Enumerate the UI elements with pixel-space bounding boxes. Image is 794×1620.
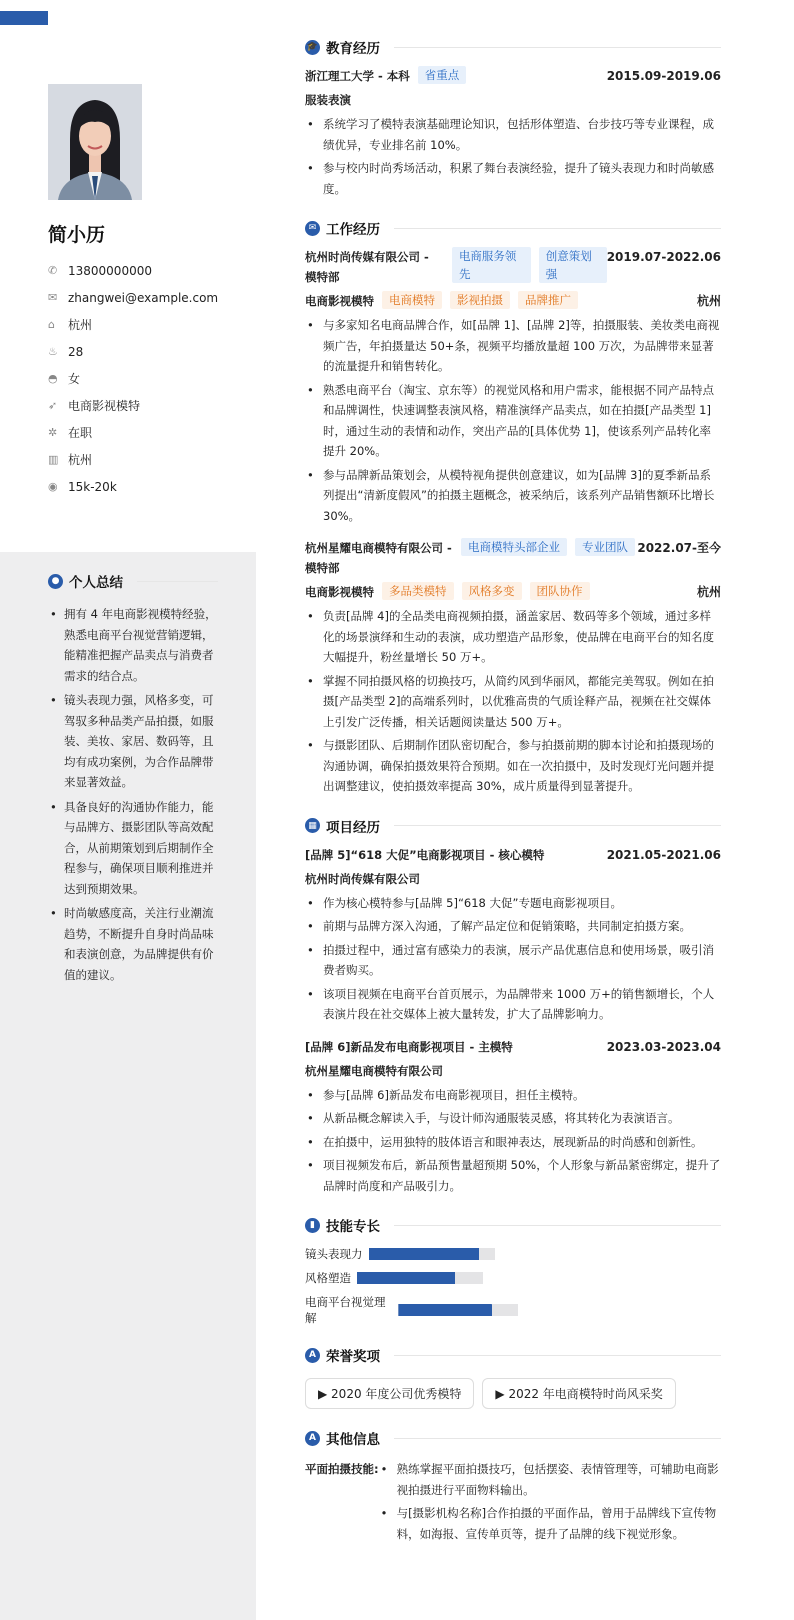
job-header: [305, 538, 721, 578]
role-tag: 品牌推广: [518, 291, 578, 309]
list-item: • 与多家知名电商品牌合作，如[品牌 1]、[品牌 2]等，拍摄服装、美妆类电商视频广告，年拍摄量达 50+条，视频平均播放量超 100 万次，为品牌带来显著的流量提升和销售转化。: [305, 315, 721, 377]
profile-name: 简小历: [48, 224, 106, 246]
info-row: [48, 338, 218, 365]
job-left: [305, 247, 607, 287]
info-row: [48, 473, 218, 500]
mail-icon: ✉: [48, 291, 58, 304]
skill-item: [305, 1270, 518, 1286]
job-role-row: [305, 291, 721, 311]
skill-bar: [357, 1272, 483, 1284]
info-row: [48, 419, 218, 446]
profile-info-list: [48, 257, 218, 500]
project-company: 杭州时尚传媒有限公司: [305, 871, 420, 886]
project-bullets: [305, 1085, 721, 1197]
skills-section: [305, 1214, 721, 1326]
info-text: 电商影视模特: [68, 399, 141, 413]
divider: [394, 1225, 721, 1226]
project-entry: [305, 1037, 721, 1197]
list-item: • 拍摄过程中，通过富有感染力的表演，展示产品优惠信息和使用场景，吸引消费者购买。: [305, 940, 721, 981]
list-item: • 项目视频发布后，新品预售量超预期 50%，个人形象与新品紧密绑定，提升了品牌时尚度和产品吸引力。: [305, 1155, 721, 1196]
list-item: • 掌握不同拍摄风格的切换技巧，从简约风到华丽风，都能完美驾驭。例如在拍摄[产品类型 2]的高端系列时，以优雅高贵的气质诠释产品，视频在社交媒体上引发广泛传播，相关话题阅读量达 500 万+。: [305, 671, 721, 733]
job-role: 电商影视模特: [305, 294, 374, 308]
job-entry: [305, 538, 721, 797]
company-name: 杭州星耀电商模特有限公司 - 模特部: [305, 541, 452, 575]
graduation-cap-icon: 🎓: [305, 40, 320, 55]
info-row: [48, 284, 218, 311]
company-tag: 电商服务领先: [452, 247, 531, 283]
project-header: [305, 845, 721, 865]
section-title: 教育经历: [326, 41, 380, 57]
school-name: 浙江理工大学 - 本科: [305, 69, 410, 83]
phone-icon: ✆: [48, 264, 58, 277]
projects-section: [305, 815, 721, 1197]
award-text: 2020 年度公司优秀模特: [331, 1387, 462, 1401]
info-row: [48, 311, 218, 338]
info-row: [48, 365, 218, 392]
role-left: [305, 582, 590, 602]
accent-bar: [0, 11, 48, 25]
project-bullets: [305, 893, 721, 1025]
project-name: [品牌 5]“618 大促”电商影视项目 - 核心模特: [305, 847, 545, 862]
other-label: 平面拍摄技能:: [305, 1462, 379, 1476]
skill-bar: [398, 1304, 518, 1316]
list-item: • 参与品牌新品策划会，从模特视角提供创意建议，如为[品牌 3]的夏季新品系列提出“清新度假风”的拍摄主题概念，被采纳后，该系列产品销售额环比增长 30%。: [305, 465, 721, 527]
divider: [394, 47, 721, 48]
info-row: [48, 392, 218, 419]
info-text: 杭州: [68, 318, 93, 332]
company-tag: 电商模特头部企业: [461, 538, 567, 556]
list-item: • 从新品概念解读入手，与设计师沟通服装灵感，将其转化为表演语言。: [305, 1108, 721, 1129]
divider: [137, 581, 218, 582]
list-item: • 在拍摄中，运用独特的肢体语言和眼神表达，展现新品的时尚感和创新性。: [305, 1132, 721, 1153]
job-bullets: [305, 315, 721, 526]
awards-list: [305, 1378, 721, 1409]
job-entry: [305, 247, 721, 526]
age-icon: ♨: [48, 345, 58, 358]
send-icon: ➶: [48, 399, 58, 412]
awards-section: [305, 1344, 721, 1409]
section-title: 技能专长: [326, 1219, 380, 1235]
info-text: 杭州: [68, 453, 93, 467]
sidebar: [0, 0, 256, 1620]
project-date: 2023.03-2023.04: [606, 1039, 721, 1054]
briefcase-icon: ✉: [305, 221, 320, 236]
role-left: [305, 291, 578, 311]
info-row: [48, 257, 218, 284]
info-icon: A: [305, 1431, 320, 1446]
summary-list: [48, 604, 218, 985]
other-list: [379, 1459, 721, 1547]
job-left: [305, 538, 635, 578]
job-date: 2022.07-至今: [637, 541, 721, 555]
other-section: [305, 1427, 721, 1547]
list-item: • 该项目视频在电商平台首页展示，为品牌带来 1000 万+的销售额增长，个人表演片段在社交媒体上被大量转发，扩大了品牌影响力。: [305, 984, 721, 1025]
list-item: • 镜头表现力强，风格多变，可驾驭多种品类产品拍摄，如服装、美妆、家居、数码等，且均有成功案例，为合作品牌带来显著效益。: [48, 690, 218, 793]
list-item: • 具备良好的沟通协作能力，能与品牌方、摄影团队等高效配合，从前期策划到后期制作全程参与，确保项目顺利推进并达到预期效果。: [48, 797, 218, 900]
list-item: • 参与[品牌 6]新品发布电商影视项目，担任主模特。: [305, 1085, 721, 1106]
skill-name: 风格塑造: [305, 1271, 351, 1285]
skill-item: [305, 1246, 518, 1262]
skill-bar-fill: [369, 1248, 480, 1260]
major: 服装表演: [305, 93, 351, 107]
project-name: [品牌 6]新品发布电商影视项目 - 主模特: [305, 1039, 513, 1054]
gender-icon: ◓: [48, 372, 58, 385]
skill-bar-fill: [398, 1304, 491, 1316]
education-list: [305, 114, 721, 199]
role-tag: 多品类模特: [382, 582, 454, 600]
list-item: • 时尚敏感度高，关注行业潮流趋势，不断提升自身时尚品味和表演创意，为品牌提供有价值的建议。: [48, 903, 218, 985]
project-header: [305, 1037, 721, 1057]
role-tag: 电商模特: [382, 291, 442, 309]
triangle-right-icon: ▶: [318, 1387, 332, 1401]
main-content: [305, 36, 721, 1565]
list-item: • 前期与品牌方深入沟通，了解产品定位和促销策略，共同制定拍摄方案。: [305, 916, 721, 937]
avatar: [48, 84, 142, 200]
skills-list: [305, 1246, 721, 1326]
divider: [394, 1438, 721, 1439]
list-item: • 系统学习了模特表演基础理论知识，包括形体塑造、台步技巧等专业课程，成绩优异，专业排名前 10%。: [305, 114, 721, 155]
skill-bar-fill: [357, 1272, 455, 1284]
award-item: [305, 1378, 474, 1409]
section-title: 项目经历: [326, 819, 380, 836]
job-city: 杭州: [696, 294, 721, 308]
user-icon: ●: [48, 574, 63, 589]
list-item: • 熟练掌握平面拍摄技巧，包括摆姿、表情管理等，可辅助电商影视拍摄进行平面物料输出。: [379, 1459, 721, 1500]
award-item: [482, 1378, 675, 1409]
education-section: [305, 36, 721, 199]
divider: [394, 228, 721, 229]
divider: [394, 825, 721, 826]
job-header: [305, 247, 721, 287]
info-text: 15k-20k: [68, 479, 117, 494]
list-item: • 参与校内时尚秀场活动，积累了舞台表演经验，提升了镜头表现力和时尚敏感度。: [305, 158, 721, 199]
company-tag: 专业团队: [575, 538, 635, 556]
info-text: 在职: [68, 426, 93, 440]
info-text: 28: [68, 344, 84, 359]
section-title: 其他信息: [326, 1432, 380, 1448]
list-item: • 与[摄影机构名称]合作拍摄的平面作品，曾用于品牌线下宣传物料，如海报、宣传单页等，提升了品牌的线下视觉形象。: [379, 1503, 721, 1544]
summary-section: [48, 570, 218, 989]
list-item: • 熟悉电商平台（淘宝、京东等）的视觉风格和用户需求，能根据不同产品特点和品牌调性，快速调整表演风格，精准演绎产品卖点，如在拍摄[产品类型 1]时，通过生动的表情和动作，突出产品的[具体优势 1]，使该系列产品转化率提升 20%。: [305, 380, 721, 462]
job-bullets: [305, 606, 721, 797]
project-entry: [305, 845, 721, 1025]
building-icon: ▥: [48, 453, 59, 466]
school-tag: 省重点: [418, 66, 467, 84]
job-city: 杭州: [696, 585, 721, 599]
skill-name: 镜头表现力: [305, 1247, 363, 1261]
summary-title: 个人总结: [69, 575, 123, 591]
role-tag: 团队协作: [530, 582, 590, 600]
section-title: 荣誉奖项: [326, 1349, 380, 1365]
job-role: 电商影视模特: [305, 585, 374, 599]
award-icon: A: [305, 1348, 320, 1363]
info-text: 女: [68, 372, 81, 386]
triangle-right-icon: ▶: [495, 1387, 509, 1401]
divider: [394, 1355, 721, 1356]
bar-chart-icon: ▮: [305, 1218, 320, 1233]
award-text: 2022 年电商模特时尚风采奖: [508, 1387, 663, 1401]
list-item: • 负责[品牌 4]的全品类电商视频拍摄，涵盖家居、数码等多个领域，通过多样化的场景演绎和生动的表演，成功塑造产品形象，使品牌在电商平台的知名度大幅提升，粉丝量增长 50 万+。: [305, 606, 721, 668]
job-date: 2019.07-2022.06: [606, 250, 721, 264]
work-section: [305, 217, 721, 797]
status-icon: ✲: [48, 426, 58, 439]
grid-icon: ▦: [305, 818, 320, 833]
role-tag: 影视拍摄: [450, 291, 510, 309]
list-item: • 与摄影团队、后期制作团队密切配合，参与拍摄前期的脚本讨论和拍摄现场的沟通协调，确保拍摄效果符合预期。如在一次拍摄中，及时发现灯光问题并提出调整建议，使拍摄效率提高 30%，成片质量得到显著提升。: [305, 735, 721, 797]
info-text: zhangwei@example.com: [68, 290, 219, 305]
skill-bar: [369, 1248, 495, 1260]
project-company: 杭州星耀电商模特有限公司: [305, 1063, 443, 1078]
list-item: • 作为核心模特参与[品牌 5]“618 大促”专题电商影视项目。: [305, 893, 721, 914]
skill-name: 电商平台视觉理解: [305, 1295, 386, 1325]
role-tag: 风格多变: [462, 582, 522, 600]
company-tag: 创意策划强: [539, 247, 607, 283]
info-row: [48, 446, 218, 473]
edu-date: 2015.09-2019.06: [606, 69, 721, 83]
company-name: 杭州时尚传媒有限公司 - 模特部: [305, 250, 429, 284]
list-item: • 拥有 4 年电商影视模特经验，熟悉电商平台视觉营销逻辑，能精准把握产品卖点与消费者需求的结合点。: [48, 604, 218, 686]
home-icon: ⌂: [48, 318, 55, 331]
job-role-row: [305, 582, 721, 602]
skill-item: [305, 1294, 518, 1326]
info-text: 13800000000: [68, 263, 152, 278]
section-title: 工作经历: [326, 222, 380, 238]
salary-icon: ◉: [48, 480, 58, 493]
project-date: 2021.05-2021.06: [606, 847, 721, 862]
